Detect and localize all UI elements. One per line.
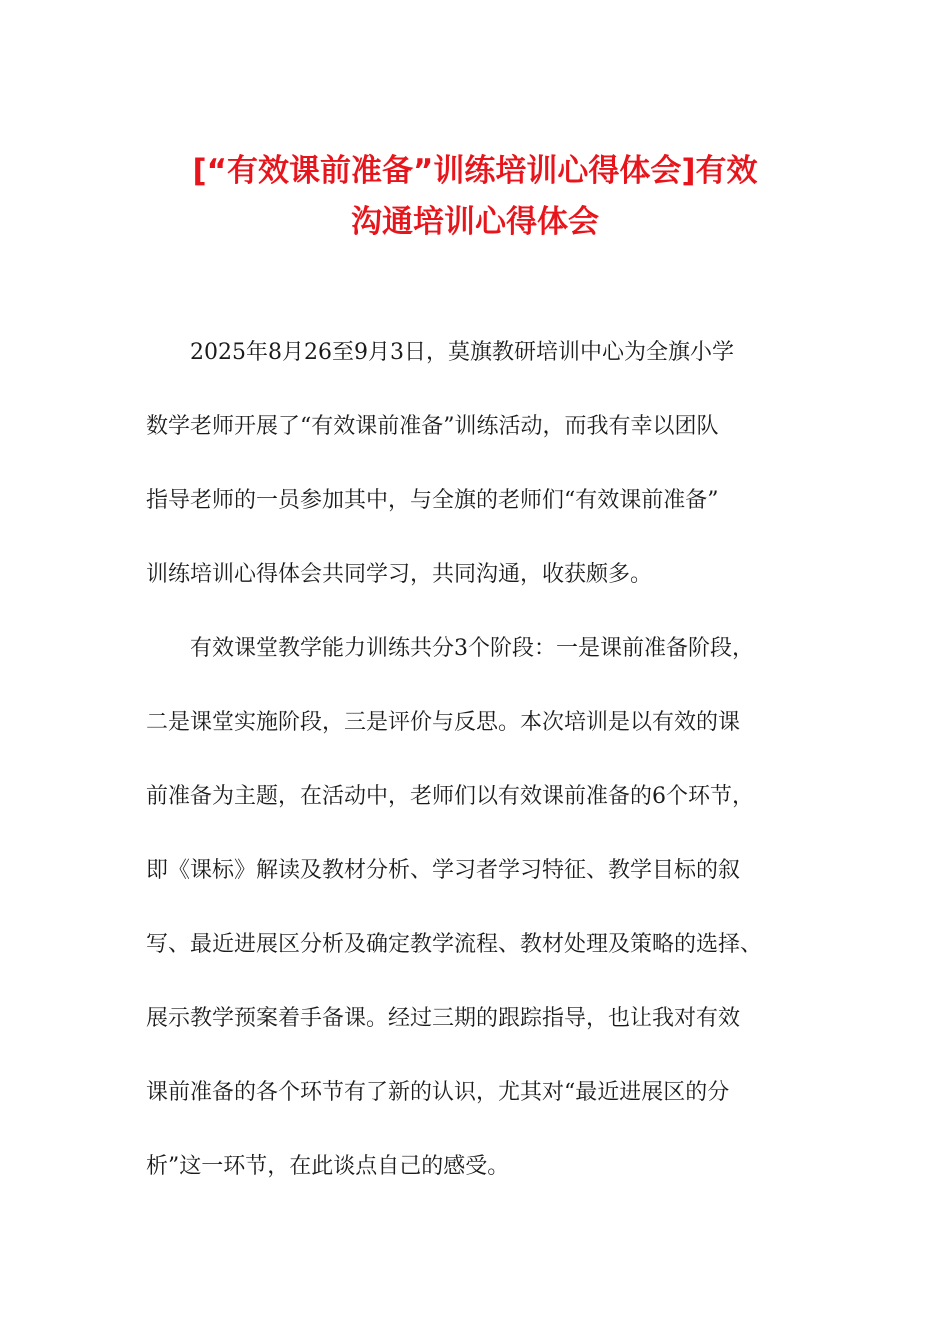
title-line: 沟通培训心得体会 (351, 204, 599, 240)
paragraph-1 (146, 316, 808, 612)
paragraph-line: 数学老师开展了“有效课前准备”训练活动，而我有幸以团队 (146, 414, 719, 439)
paragraph-line: 训练培训心得体会共同学习，共同沟通，收获颇多。 (146, 562, 653, 587)
paragraph-line: 课前准备的各个环节有了新的认识，尤其对“最近进展区的分 (146, 1080, 730, 1105)
paragraph-line: 二是课堂实施阶段，三是评价与反思。本次培训是以有效的课 (146, 710, 741, 735)
document-title (120, 146, 830, 248)
paragraph-line: 指导老师的一员参加其中，与全旗的老师们“有效课前准备” (146, 488, 719, 513)
paragraph-line: 析”这一环节，在此谈点自己的感受。 (146, 1154, 510, 1179)
paragraph-line: 前准备为主题，在活动中，老师们以有效课前准备的6个环节， (146, 784, 754, 809)
paragraph-line: 2025年8月26至9月3日，莫旗教研培训中心为全旗小学 (190, 340, 734, 365)
paragraph-line: 即《课标》解读及教材分析、学习者学习特征、教学目标的叙 (146, 858, 741, 883)
title-line: [“有效课前准备”训练培训心得体会]有效 (192, 153, 758, 189)
paragraph-line: 有效课堂教学能力训练共分3个阶段：一是课前准备阶段， (190, 636, 754, 661)
paragraph-line: 写、最近进展区分析及确定教学流程、教材处理及策略的选择、 (146, 932, 763, 957)
paragraph-2 (146, 612, 808, 1204)
paragraph-line: 展示教学预案着手备课。经过三期的跟踪指导，也让我对有效 (146, 1006, 741, 1031)
